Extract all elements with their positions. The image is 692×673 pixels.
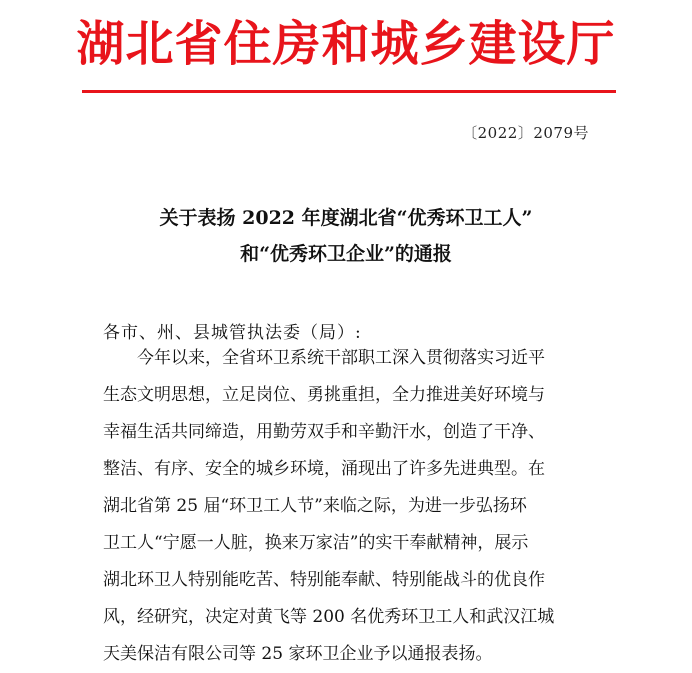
notice-title-line-2: 和“优秀环卫企业”的通报: [240, 243, 452, 265]
document-number: 〔2022〕2079号: [462, 124, 589, 142]
body-line: 今年以来，全省环卫系统干部职工深入贯彻落实习近平: [137, 348, 545, 368]
body-line: 风，经研究，决定对黄飞等 200 名优秀环卫工人和武汉江城: [103, 607, 555, 627]
body-line: 整洁、有序、安全的城乡环境，涌现出了许多先进典型。在: [103, 459, 545, 479]
agency-header: 湖北省住房和城乡建设厅: [76, 16, 616, 72]
body-line: 生态文明思想，立足岗位、勇挑重担，全力推进美好环境与: [103, 385, 545, 405]
notice-title: [0, 200, 692, 272]
body-paragraph: [103, 340, 589, 673]
body-line: 湖北省第 25 届“环卫工人节”来临之际，为进一步弘扬环: [103, 496, 527, 516]
body-line: 天美保洁有限公司等 25 家环卫企业予以通报表扬。: [103, 644, 493, 664]
body-line: 卫工人“宁愿一人脏，换来万家洁”的实干奉献精神，展示: [103, 533, 529, 553]
red-divider-rule: [82, 90, 616, 93]
body-line: 幸福生活共同缔造，用勤劳双手和辛勤汗水，创造了干净、: [103, 422, 545, 442]
salutation: 各市、州、县城管执法委（局）:: [103, 323, 362, 343]
body-line: 湖北环卫人特别能吃苦、特别能奉献、特别能战斗的优良作: [103, 570, 545, 590]
notice-title-line-1: 关于表扬 2022 年度湖北省“优秀环卫工人”: [159, 207, 533, 229]
